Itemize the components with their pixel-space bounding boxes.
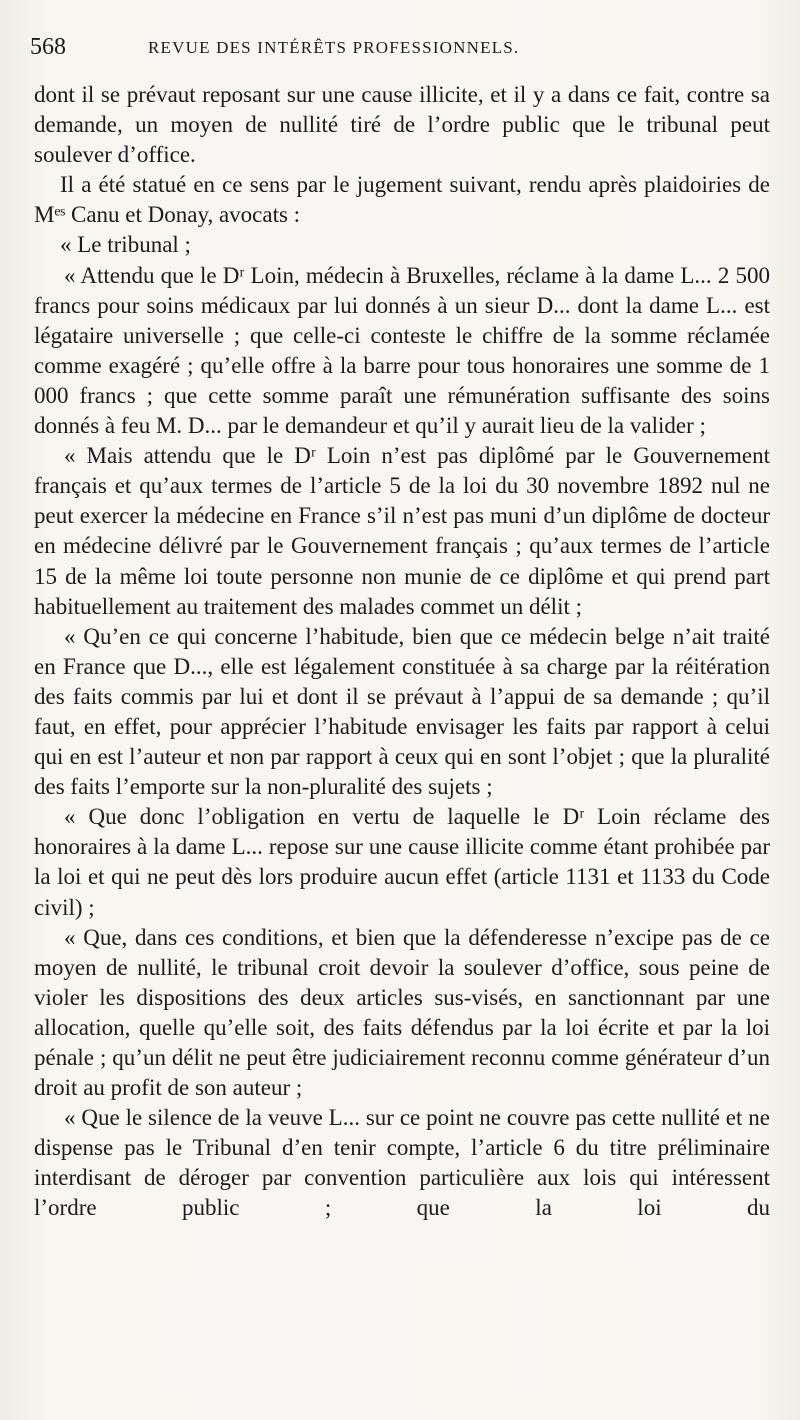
paragraph-6: « Qu’en ce qui concerne l’habitude, bien que ce médecin belge n’ait traité en France que D..., elle est légalement constituée à sa charge par la réitération des faits commis par lui et dont il se prévaut à l’appui de sa demande ; qu’il faut, en effet, pour apprécier l’habitude envisager les faits par rapport à celui qui en est l’auteur et non par rapport à ceux qui en sont l’objet ; que la pluralité des faits l’emporte sur la non-pluralité des sujets ;	[34, 623, 770, 800]
body-text	[34, 80, 770, 1224]
paragraph-5: « Mais attendu que le Dʳ Loin n’est pas diplômé par le Gouvernement français et qu’aux termes de l’article 5 de la loi du 30 novembre 1892 nul ne peut exercer la médecine en France s’il n’est pas muni d’un diplôme de docteur en médecine délivré par le Gouvernement français ; qu’aux termes de l’article 15 de la même loi toute personne non munie de ce diplôme et qui prend part habituellement au traitement des malades commet un délit ;	[34, 443, 770, 619]
running-head: REVUE DES INTÉRÊTS PROFESSIONNELS.	[148, 38, 520, 57]
paragraph-9: « Que le silence de la veuve L... sur ce point ne couvre pas cette nullité et ne dispense pas le Tribunal d’en tenir compte, l’article 6 du titre préliminaire interdisant de déroger par convention particulière aux lois qui intéressent l’ordre public ; que la loi du	[34, 1105, 770, 1221]
paragraph-7: « Que donc l’obligation en vertu de laquelle le Dʳ Loin réclame des honoraires à la dame L... repose sur une cause illicite comme étant prohibée par la loi et qui ne peut dès lors produire aucun effet (article 1131 et 1133 du Code civil) ;	[34, 804, 770, 920]
paragraph-8: « Que, dans ces conditions, et bien que la défenderesse n’excipe pas de ce moyen de nullité, le tribunal croit devoir la soulever d’office, sous peine de violer les dispositions des deux articles sus-visés, en sanctionnant par une allocation, quelle qu’elle soit, des faits défendus par la loi écrite et par la loi pénale ; qu’un délit ne peut être judiciairement reconnu comme générateur d’un droit au profit de son auteur ;	[34, 924, 770, 1101]
paragraph-3: « Le tribunal ;	[60, 232, 191, 258]
paragraph-2: Il a été statué en ce sens par le jugement suivant, rendu après plaidoiries de Mᵉˢ Canu et Donay, avocats :	[34, 172, 770, 228]
page-header	[30, 34, 760, 74]
page-number: 568	[30, 34, 66, 60]
paragraph-4: « Attendu que le Dʳ Loin, médecin à Bruxelles, réclame à la dame L... 2 500 francs pour soins médicaux par lui donnés à un sieur D... dont la dame L... est légataire universelle ; que celle-ci conteste le chiffre de la somme réclamée comme exagéré ; qu’elle offre à la barre pour tous honoraires une somme de 1 000 francs ; que cette somme paraît une rémunération suffisante des soins donnés à feu M. D... par le demandeur et qu’il y aurait lieu de la valider ;	[34, 262, 770, 439]
paragraph-1: dont il se prévaut reposant sur une cause illicite, et il y a dans ce fait, contre sa demande, un moyen de nullité tiré de l’ordre public que le tribunal peut soulever d’office.	[34, 82, 770, 168]
